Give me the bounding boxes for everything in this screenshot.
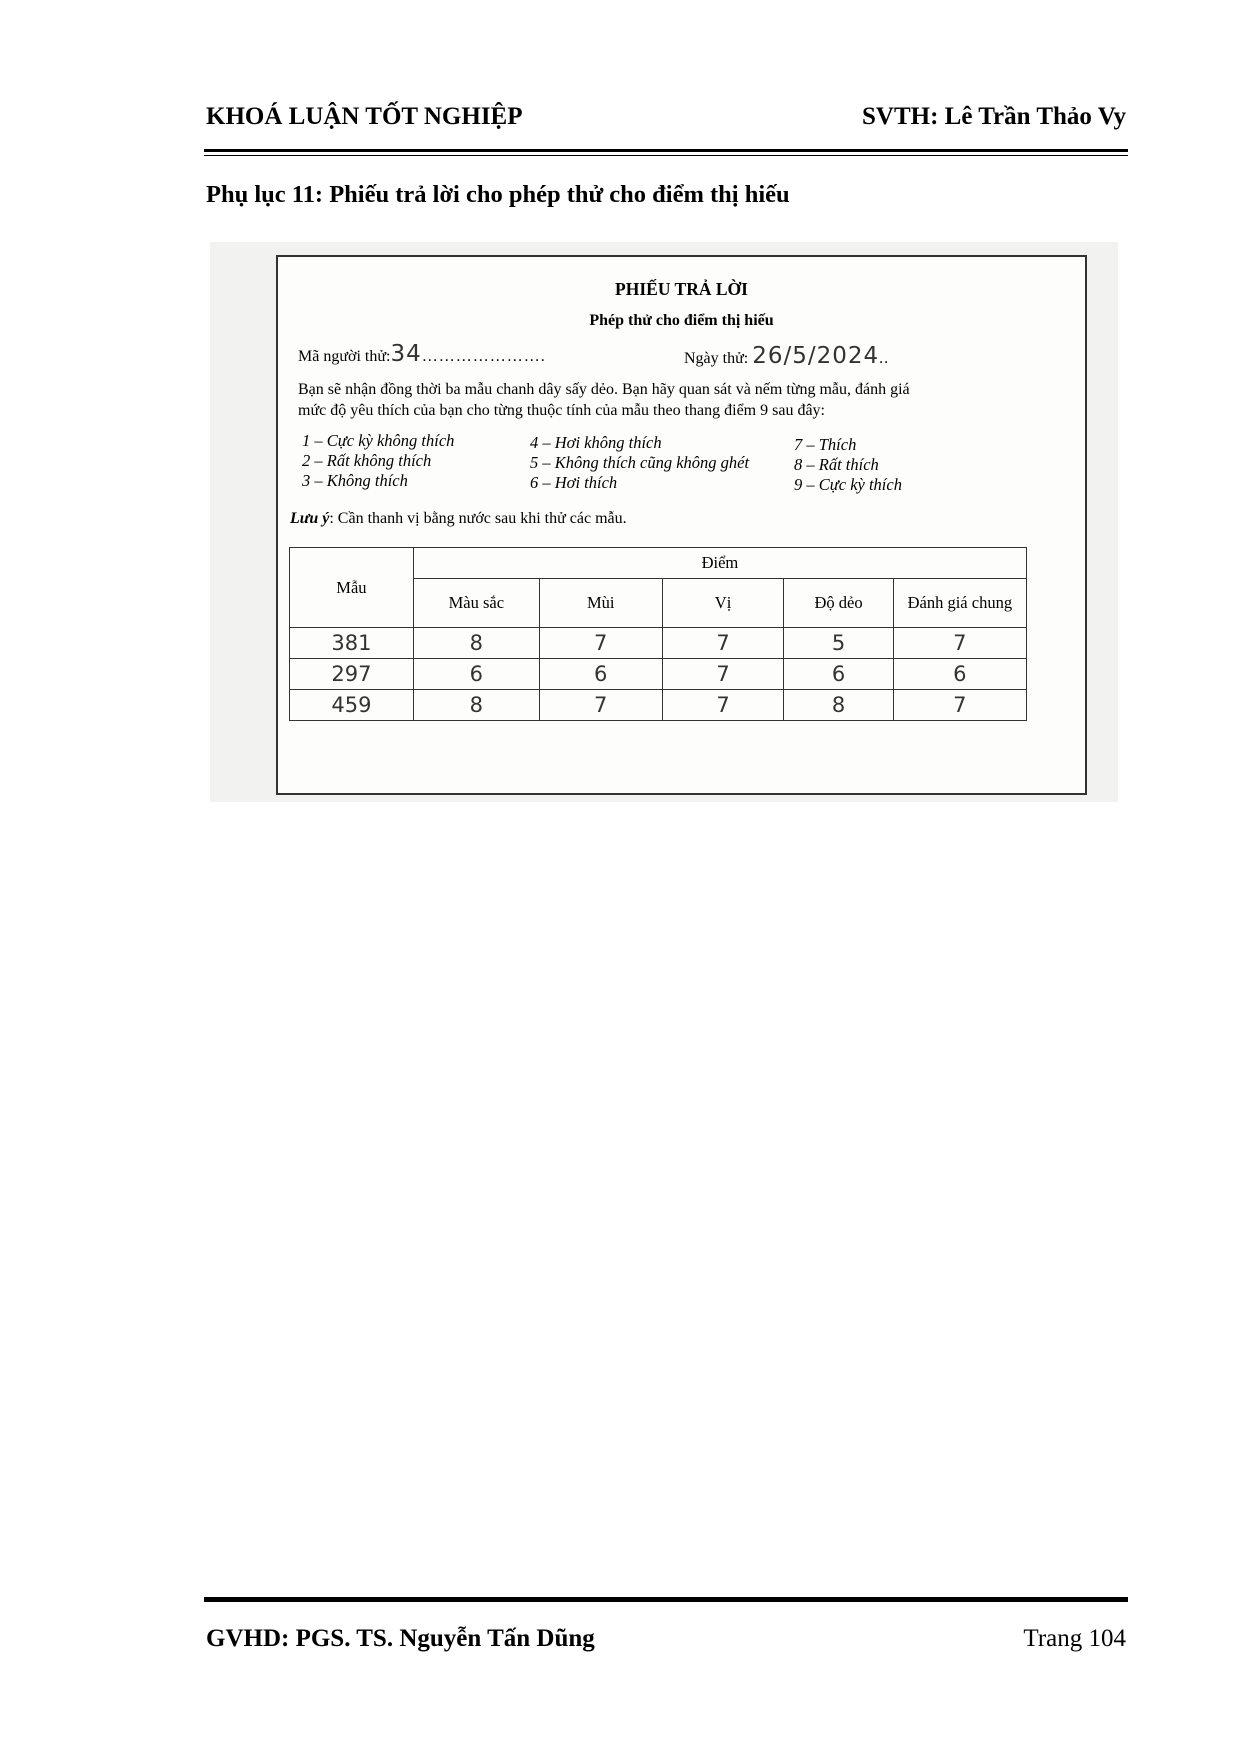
instruction-line-2: mức độ yêu thích của bạn cho từng thuộc tính của mẫu theo thang điểm 9 sau đây: — [298, 402, 825, 419]
supervisor-name: GVHD: PGS. TS. Nguyễn Tấn Dũng — [206, 1625, 595, 1652]
score-header: Điểm — [413, 548, 1026, 579]
score-cell: 6 — [784, 659, 893, 690]
appendix-caption: Phụ lục 11: Phiếu trả lời cho phép thử cho điểm thị hiếu — [206, 181, 790, 208]
score-cell: 6 — [539, 659, 662, 690]
column-header: Mùi — [539, 579, 662, 628]
header-rule-thin — [204, 155, 1128, 156]
score-cell: 7 — [662, 659, 784, 690]
score-table — [289, 547, 1027, 721]
sample-code: 297 — [290, 659, 414, 690]
sample-header: Mẫu — [290, 548, 414, 628]
score-cell: 8 — [413, 690, 539, 721]
column-header: Độ dẻo — [784, 579, 893, 628]
running-footer — [206, 1625, 1126, 1659]
sheet-subtitle: Phép thử cho điểm thị hiếu — [589, 312, 774, 329]
scale-item: 4 – Hơi không thích — [530, 433, 662, 452]
tester-id-line — [298, 341, 546, 367]
scale-item: 9 – Cực kỳ thích — [794, 475, 902, 494]
score-cell: 6 — [413, 659, 539, 690]
scale-column-2 — [530, 433, 749, 493]
test-date-label: Ngày thử: — [684, 350, 749, 367]
table-row — [290, 628, 1027, 659]
scale-item: 8 – Rất thích — [794, 455, 879, 474]
test-date-line — [684, 343, 889, 369]
thesis-title: KHOÁ LUẬN TỐT NGHIỆP — [206, 103, 523, 130]
scale-item: 3 – Không thích — [302, 471, 408, 490]
column-header: Vị — [662, 579, 784, 628]
answer-sheet — [276, 255, 1087, 795]
column-header: Màu sắc — [413, 579, 539, 628]
sample-code: 381 — [290, 628, 414, 659]
table-row — [290, 659, 1027, 690]
note-text: : Cần thanh vị bằng nước sau khi thử các mẫu. — [329, 510, 627, 527]
score-cell: 7 — [662, 628, 784, 659]
score-cell: 8 — [413, 628, 539, 659]
score-cell: 6 — [893, 659, 1026, 690]
sample-code: 459 — [290, 690, 414, 721]
tester-id-dots: …………………. — [421, 348, 546, 365]
score-cell: 7 — [539, 690, 662, 721]
student-name: SVTH: Lê Trần Thảo Vy — [862, 103, 1126, 130]
footer-rule — [204, 1597, 1128, 1602]
note-line — [290, 510, 627, 528]
header-rule-thick — [204, 149, 1128, 152]
score-cell: 8 — [784, 690, 893, 721]
running-header — [206, 103, 1126, 137]
tester-id-value: 34 — [390, 341, 422, 367]
scale-item: 6 – Hơi thích — [530, 473, 618, 492]
scale-item: 2 – Rất không thích — [302, 451, 432, 470]
scanned-answer-sheet — [210, 242, 1118, 802]
note-label: Lưu ý — [290, 510, 330, 527]
scale-column-1 — [302, 431, 454, 491]
score-cell: 7 — [539, 628, 662, 659]
scale-column-3 — [794, 435, 902, 495]
page-number: Trang 104 — [1023, 1625, 1126, 1652]
table-row — [290, 690, 1027, 721]
tester-id-label: Mã người thử: — [298, 348, 391, 365]
sheet-title: PHIẾU TRẢ LỜI — [615, 279, 748, 299]
scale-item: 7 – Thích — [794, 435, 857, 454]
score-cell: 7 — [893, 690, 1026, 721]
score-cell: 7 — [893, 628, 1026, 659]
column-header: Đánh giá chung — [893, 579, 1026, 628]
instruction-line-1: Bạn sẽ nhận đồng thời ba mẫu chanh dây sấy dẻo. Bạn hãy quan sát và nếm từng mẫu, đánh giá — [298, 381, 910, 398]
scale-item: 1 – Cực kỳ không thích — [302, 431, 455, 450]
test-date-value: 26/5/2024 — [752, 343, 880, 369]
score-cell: 7 — [662, 690, 784, 721]
scale-item: 5 – Không thích cũng không ghét — [530, 453, 750, 472]
test-date-dots: .. — [879, 350, 890, 367]
score-cell: 5 — [784, 628, 893, 659]
